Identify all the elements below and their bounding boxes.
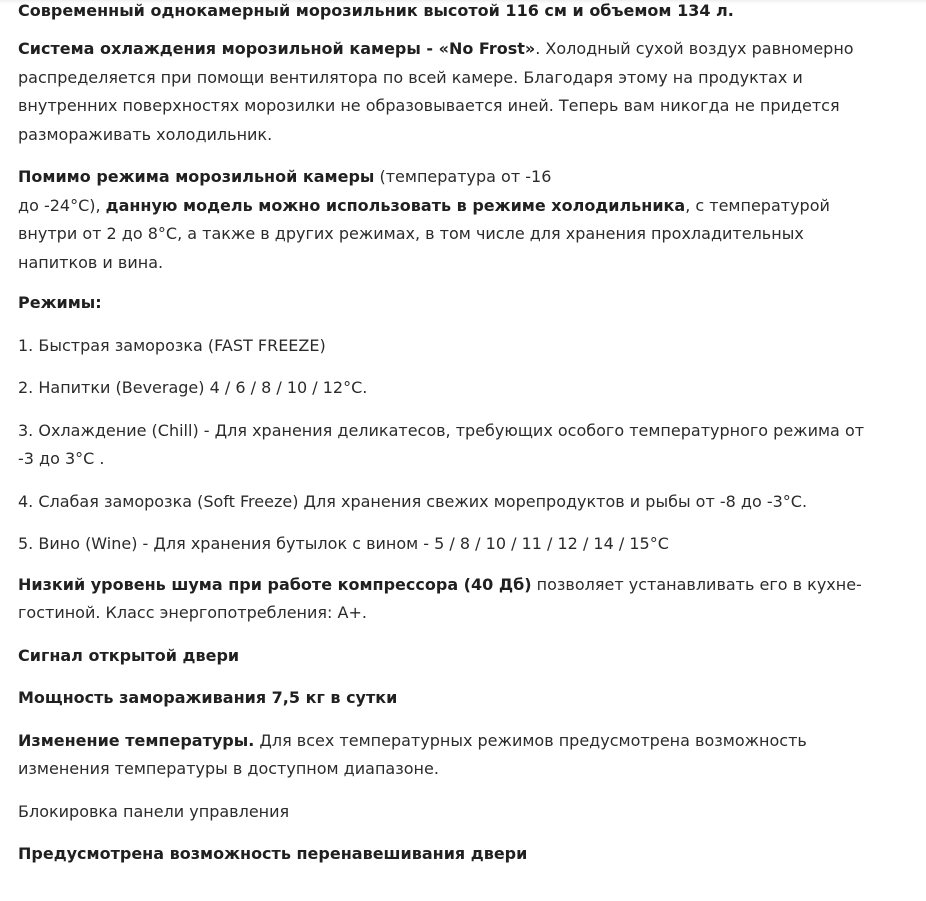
mode-item-3: 3. Охлаждение (Chill) - Для хранения деликатесов, требующих особого температурного режима от -3 до 3°С . — [18, 420, 865, 468]
panel-lock: Блокировка панели управления — [18, 801, 290, 821]
modes-paragraph — [18, 163, 878, 277]
mode-item-2: 2. Напитки (Beverage) 4 / 6 / 8 / 10 / 12°С. — [18, 378, 368, 397]
freezer-mode-bold: Помимо режима морозильной камеры — [18, 167, 375, 186]
nofrost-paragraph — [18, 35, 898, 149]
noise-text: позволяет устанавливать его в кухне-гостиной. Класс энергопотребления: А+. — [18, 574, 862, 622]
noise-paragraph — [18, 571, 878, 628]
door-reversal: Предусмотрена возможность перенавешивания двери — [18, 844, 528, 863]
noise-bold: Низкий уровень шума при работе компрессора (40 Дб) — [18, 574, 532, 594]
mode-item-5: 5. Вино (Wine) - Для хранения бутылок с вином - 5 / 8 / 10 / 11 / 12 / 14 / 15°С — [18, 534, 669, 553]
temp-change-paragraph — [18, 727, 818, 784]
door-signal: Сигнал открытой двери — [18, 645, 240, 665]
fridge-mode-bold: данную модель можно использовать в режиме холодильника — [105, 195, 686, 215]
freeze-power: Мощность замораживания 7,5 кг в сутки — [18, 688, 398, 707]
mode-item-4: 4. Слабая заморозка (Soft Freeze) Для хранения свежих морепродуктов и рыбы от -8 до -3°С. — [18, 491, 808, 511]
freezer-mode-text: (температура от -16 — [374, 167, 552, 186]
temp-change-bold: Изменение температуры. — [18, 730, 255, 750]
modes-heading: Режимы: — [18, 293, 102, 312]
intro-line: Современный однокамерный морозильник высотой 116 см и объемом 134 л. — [18, 1, 734, 20]
temp-change-text: Для всех температурных режимов предусмотрена возможность изменения температуры в доступном диапазоне. — [18, 730, 807, 778]
freezer-mode-range: до -24°С), — [18, 195, 106, 215]
fridge-mode-text: , с температурой внутри от 2 до 8°С, а также в других режимах, в том числе для хранения прохладительных напитков и вина. — [18, 195, 830, 272]
mode-item-1: 1. Быстрая заморозка (FAST FREEZE) — [18, 335, 326, 355]
nofrost-text: . Холодный сухой воздух равномерно распределяется при помощи вентилятора по всей камере. Благодаря этому на продуктах и внутренних поверхностях морозилки не образовывается иней. Теперь вам никогда не придется размораживать холодильник. — [18, 39, 854, 144]
nofrost-title: Система охлаждения морозильной камеры - «No Frost» — [18, 39, 536, 58]
